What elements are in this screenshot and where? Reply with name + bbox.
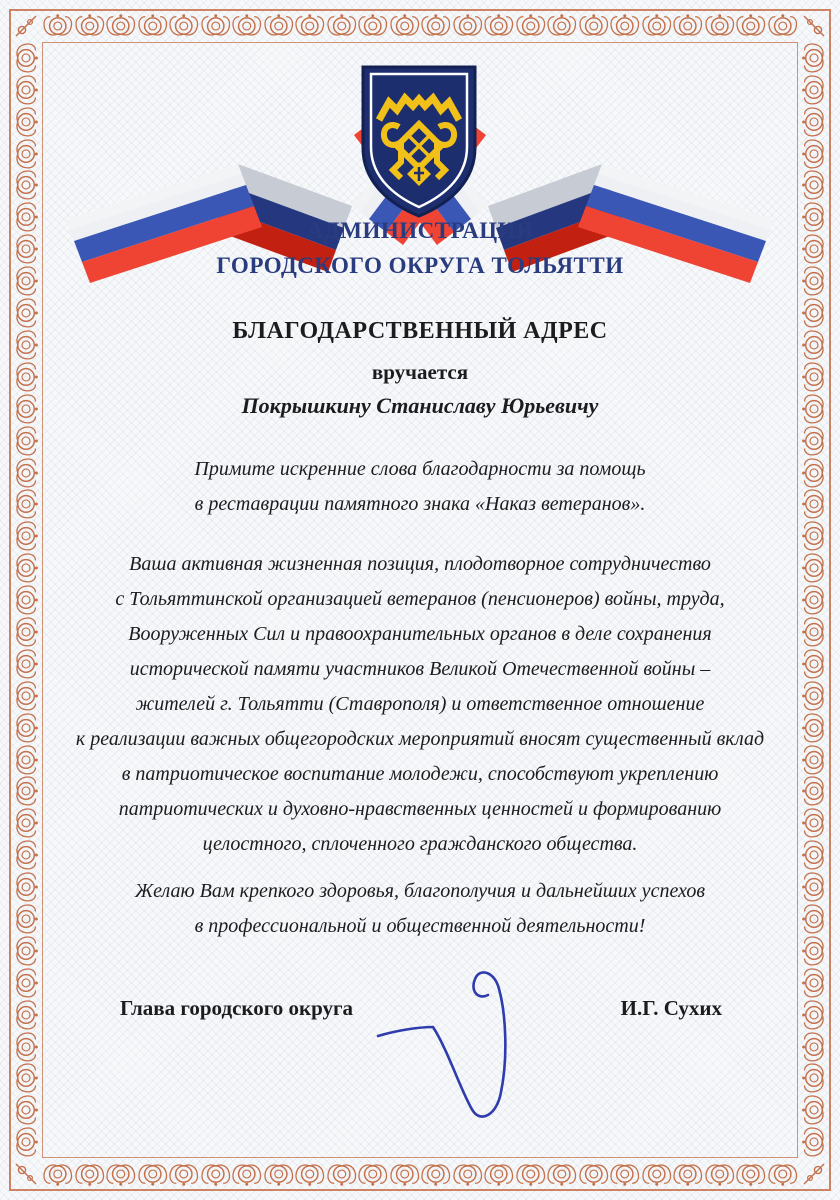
paragraph-wishes xyxy=(60,874,780,944)
text-line: с Тольяттинской организацией ветеранов (пенсионеров) войны, труда, xyxy=(115,588,725,610)
border-ornament-top xyxy=(42,13,798,39)
signer-title: Глава городского округа xyxy=(120,996,354,1020)
paragraph-gratitude xyxy=(60,452,780,522)
border-corner-ornament xyxy=(12,12,40,40)
text-line: Вооруженных Сил и правоохранительных органов в деле сохранения xyxy=(128,623,712,645)
text-line: жителей г. Тольятти (Ставрополя) и ответственное отношение xyxy=(135,693,705,715)
organization-name-line2: ГОРОДСКОГО ОКРУГА ТОЛЬЯТТИ xyxy=(216,253,624,278)
recipient-name: Покрышкину Станиславу Юрьевичу xyxy=(241,393,599,418)
text-line: в патриотическое воспитание молодежи, способствуют укреплению xyxy=(121,763,719,785)
text-line: целостного, сплоченного гражданского общества. xyxy=(202,833,638,855)
text-line: Ваша активная жизненная позиция, плодотворное сотрудничество xyxy=(129,553,711,575)
border-corner-ornament xyxy=(800,1160,828,1188)
text-line: в реставрации памятного знака «Наказ ветеранов». xyxy=(194,493,646,515)
text-line: патриотических и духовно-нравственных ценностей и формированию xyxy=(118,798,722,820)
document-title: БЛАГОДАРСТВЕННЫЙ АДРЕС xyxy=(232,318,608,344)
text-line: к реализации важных общегородских мероприятий вносят существенный вклад xyxy=(75,728,765,750)
organization-name xyxy=(60,213,780,283)
paragraph-main xyxy=(60,547,780,862)
text-line: в профессиональной и общественной деятельности! xyxy=(194,915,646,937)
border-ornament-bottom xyxy=(42,1161,798,1187)
handwritten-signature-ink xyxy=(368,952,568,1147)
given-label: вручается xyxy=(371,360,469,384)
text-line: Желаю Вам крепкого здоровья, благополучия и дальнейших успехов xyxy=(134,880,706,902)
border-corner-ornament xyxy=(12,1160,40,1188)
text-line: Примите искренние слова благодарности за помощь xyxy=(194,458,646,480)
organization-name-line1: АДМИНИСТРАЦИЯ xyxy=(306,218,534,243)
signer-name: И.Г. Сухих xyxy=(620,996,722,1020)
text-line: исторической памяти участников Великой Отечественной войны – xyxy=(129,658,711,680)
border-corner-ornament xyxy=(800,12,828,40)
tolyatti-coat-of-arms xyxy=(353,62,485,220)
